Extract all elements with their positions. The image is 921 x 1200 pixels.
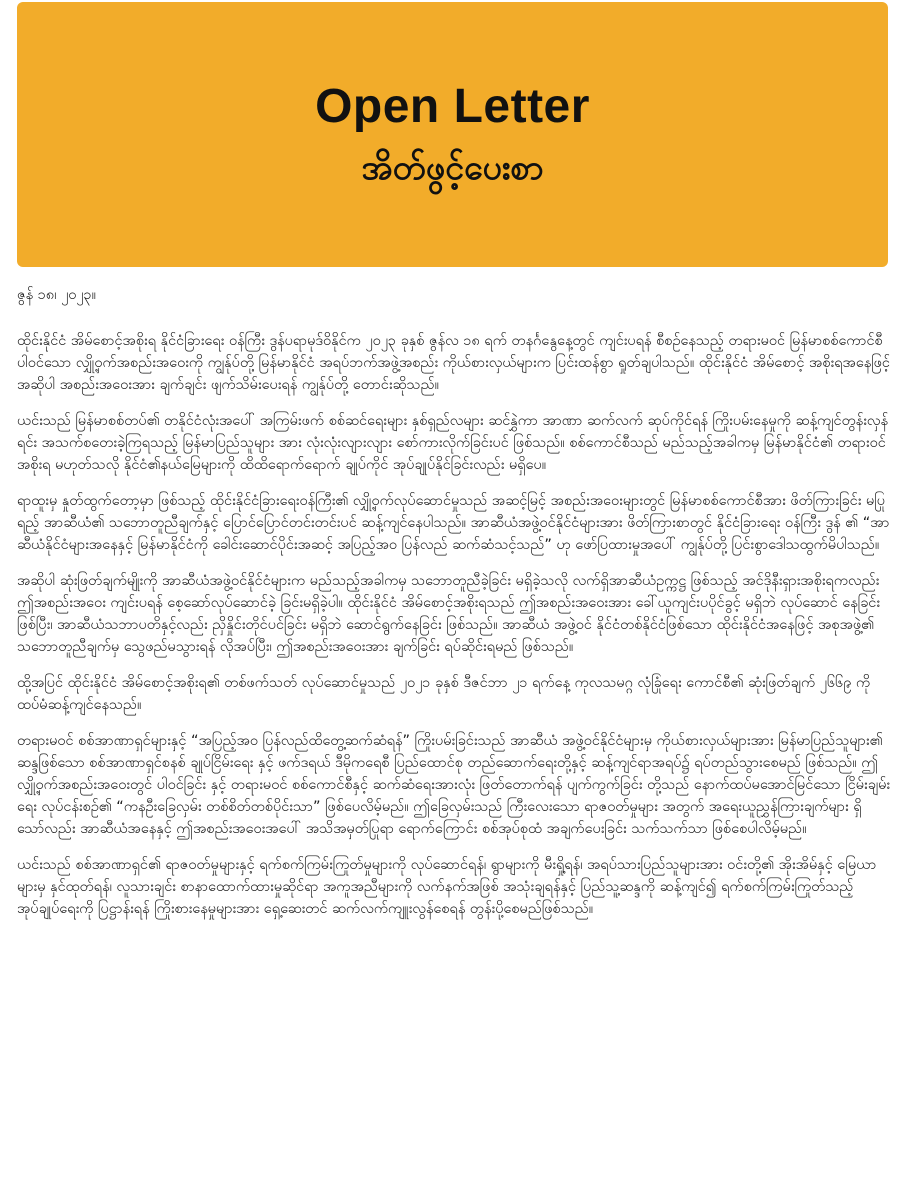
letter-body — [17, 284, 893, 934]
letter-date: ဇွန် ၁၈၊ ၂၀၂၃။ — [17, 287, 97, 303]
paragraph-5: ထို့အပြင် ထိုင်းနိုင်ငံ အိမ်စောင့်အစိုးရ၏ တစ်ဖက်သတ် လုပ်ဆောင်မှုသည် ၂၀၂၁ ခုနှစ် ဒီဇင်ဘာ ၂၁ ရက်နေ့ ကုလသမဂ္ဂ လုံခြုံရေး ကောင်စီ၏ ဆုံးဖြတ်ချက် ၂၆၆၉ ကို ထပ်မံဆန့်ကျင်နေသည်။ — [17, 675, 871, 713]
paragraph-4: အဆိုပါ ဆုံးဖြတ်ချက်မျိုးကို အာဆီယံအဖွဲ့ဝင်နိုင်ငံများက မည်သည့်အခါကမှ သဘောတူညီခဲ့ခြင်း မရှိခဲ့သလို လက်ရှိအာဆီယံဥက္ကဋ္ဌ ဖြစ်သည့် အင်ဒိုနီးရှားအစိုးရကလည်း ဤအစည်းအဝေး ကျင်းပရန် စေ့ဆော်လုပ်ဆောင်ခဲ့ ခြင်းမရှိခဲ့ပါ။ ထိုင်းနိုင်ငံ အိမ်စောင့်အစိုးရသည် ဤအစည်းအဝေးအား ခေါ်ယူကျင်းပပိုင်ခွင့် မရှိဘဲ လုပ်ဆောင် နေခြင်းဖြစ်ပြီး၊ အာဆီယံသဘာပတိနှင့်လည်း ညှိနှိုင်းတိုင်ပင်ခြင်း မရှိဘဲ ဆောင်ရွက်နေခြင်း ဖြစ်သည်။ အာဆီယံ အဖွဲ့ဝင် နိုင်ငံတစ်နိုင်ငံဖြစ်သော ထိုင်းနိုင်ငံအနေဖြင့် အစုအဖွဲ့၏ သဘောတူညီချက်မှ သွေဖည်မသွားရန် လိုအပ်ပြီး၊ ဤအစည်းအဝေးအား ချက်ခြင်း ရပ်ဆိုင်းရမည် ဖြစ်သည်။ — [17, 573, 881, 655]
paragraph-6: တရားမဝင် စစ်အာဏာရှင်များနှင့် “အပြည့်အဝ ပြန်လည်ထိတွေ့ဆက်ဆံရန်” ကြိုးပမ်းခြင်းသည် အာဆီယံ အဖွဲ့ဝင်နိုင်ငံများမှ ကိုယ်စားလှယ်များအား မြန်မာပြည်သူများ၏ ဆန္ဒဖြစ်သော စစ်အာဏာရှင်စနစ် ချုပ်ငြိမ်းရေး နှင့် ဖက်ဒရယ် ဒီမိုကရေစီ ပြည်ထောင်စု တည်ဆောက်ရေးတို့နှင့် ဆန့်ကျင်ရာအရပ်၌ ရပ်တည်သွားစေမည် ဖြစ်သည်။ ဤလျှို့ဝှက်အစည်းအဝေးတွင် ပါဝင်ခြင်း နှင့် တရားမဝင် စစ်ကောင်စီနှင့် ဆက်ဆံရေးအားလုံး ဖြတ်တောက်ရန် ပျက်ကွက်ခြင်း တို့သည် နောက်ထပ်မအောင်မြင်သော ငြိမ်းချမ်းရေး လုပ်ငန်းစဉ်၏ “ကနဦးခြေလှမ်း တစ်စိတ်တစ်ပိုင်းသာ” ဖြစ်ပေလိမ့်မည်။ ဤခြေလှမ်းသည် ကြီးလေးသော ရာဇဝတ်မှုများ အတွက် အရေးယူညွှန်ကြားချက်များ ရှိသော်လည်း အာဆီယံအနေနှင့် ဤအစည်းအဝေးအပေါ် အသိအမှတ်ပြုရာ ရောက်ကြောင်း စစ်အုပ်စုထံ အချက်ပေးခြင်း သက်သက်သာ ဖြစ်စေပါလိမ့်မည်။ — [17, 733, 891, 837]
paragraph-7: ယင်းသည် စစ်အာဏာရှင်၏ ရာဇဝတ်မှုများနှင့် ရက်စက်ကြမ်းကြုတ်မှုများကို လုပ်ဆောင်ရန်၊ ရွာများကို မီးရှို့ရန်၊ အရပ်သားပြည်သူများအား ဝင်းတို့၏ အိုးအိမ်နှင့် မြေယာများမှ နှင်ထုတ်ရန်၊ လူသားချင်း စာနာထောက်ထားမှုဆိုင်ရာ အကူအညီများကို လက်နက်အဖြစ် အသုံးချရန်နှင့် ပြည်သူ့ဆန္ဒကို ဆန့်ကျင်၍ ရက်စက်ကြမ်းကြုတ်သည့် အုပ်ချုပ်ရေးကို ပြဋ္ဌာန်းရန် ကြိုးစားနေမှုများအား ရှေ့ဆေးတင် ဆက်လက်ကျူးလွန်စေရန် တွန်းပို့စေမည်ဖြစ်သည်။ — [17, 857, 877, 917]
header-banner — [17, 2, 888, 267]
banner-title: Open Letter — [315, 79, 590, 133]
banner-subtitle: အိတ်ဖွင့်ပေးစာ — [361, 147, 544, 188]
paragraph-1: ထိုင်းနိုင်ငံ အိမ်စောင့်အစိုးရ နိုင်ငံခြားရေး ဝန်ကြီး ဒွန်ပရာမုဒ်ဝိနိုင်က ၂၀၂၃ ခုနှစ် ဇွန်လ ၁၈ ရက် တနင်္ဂနွေနေ့တွင် ကျင်းပရန် စီစဉ်နေသည့် တရားမဝင် မြန်မာစစ်ကောင်စီ ပါဝင်သော လျှို့ဝှက်အစည်းအဝေးကို ကျွန်ုပ်တို့ မြန်မာနိုင်ငံ အရပ်ဘက်အဖွဲ့အစည်း ကိုယ်စားလှယ်များက ပြင်းထန်စွာ ရှုတ်ချပါသည်။ ထိုင်းနိုင်ငံ အိမ်စောင့် အစိုးရအနေဖြင့် အဆိုပါ အစည်းအဝေးအား ချက်ချင်း ဖျက်သိမ်းပေးရန် ကျွန်ုပ်တို့ တောင်းဆိုသည်။ — [17, 333, 890, 393]
paragraph-2: ယင်းသည် မြန်မာစစ်တပ်၏ တနိုင်ငံလုံးအပေါ် အကြမ်းဖက် စစ်ဆင်ရေးများ နှစ်ရှည်လများ ဆင်နွှဲကာ အာဏာ ဆက်လက် ဆုပ်ကိုင်ရန် ကြိုးပမ်းနေမှုကို ဆန့်ကျင်တွန်းလှန်ရင်း အသက်စတေးခဲ့ကြရသည့် မြန်မာပြည်သူများ အား လုံးလုံးလျားလျား စော်ကားလိုက်ခြင်းပင် ဖြစ်သည်။ စစ်ကောင်စီသည် မည်သည့်အခါကမှ မြန်မာနိုင်ငံ၏ တရားဝင်အစိုးရ မဟုတ်သလို နိုင်ငံ၏နယ်မြေများကို ထိထိရောက်ရောက် ချုပ်ကိုင် အုပ်ချုပ်နိုင်ခြင်းလည်း မရှိပေ။ — [17, 413, 888, 473]
paragraph-3: ရာထူးမှ နှုတ်ထွက်တော့မှာ ဖြစ်သည့် ထိုင်းနိုင်ငံခြားရေးဝန်ကြီး၏ လျှို့ဝှက်လုပ်ဆောင်မှုသည် အဆင့်မြင့် အစည်းအဝေးများတွင် မြန်မာစစ်ကောင်စီအား ဖိတ်ကြားခြင်း မပြုရည့် အာဆီယံ၏ သဘောတူညီချက်နှင့် ပြောင်ပြောင်တင်းတင်းပင် ဆန့်ကျင်နေပါသည်။ အာဆီယံအဖွဲ့ဝင်နိုင်ငံများအား ဖိတ်ကြားစာတွင် နိုင်ငံခြားရေး ဝန်ကြီး ဒွန် ၏ “အာဆီယံနိုင်ငံများအနေနှင့် မြန်မာနိုင်ငံကို ခေါင်းဆောင်ပိုင်းအဆင့် အပြည့်အဝ ပြန်လည် ဆက်ဆံသင့်သည်” ဟု ဖော်ပြထားမှုအပေါ် ကျွန်ုပ်တို့ ပြင်းစွာဒေါသထွက်မိပါသည်။ — [17, 493, 890, 553]
